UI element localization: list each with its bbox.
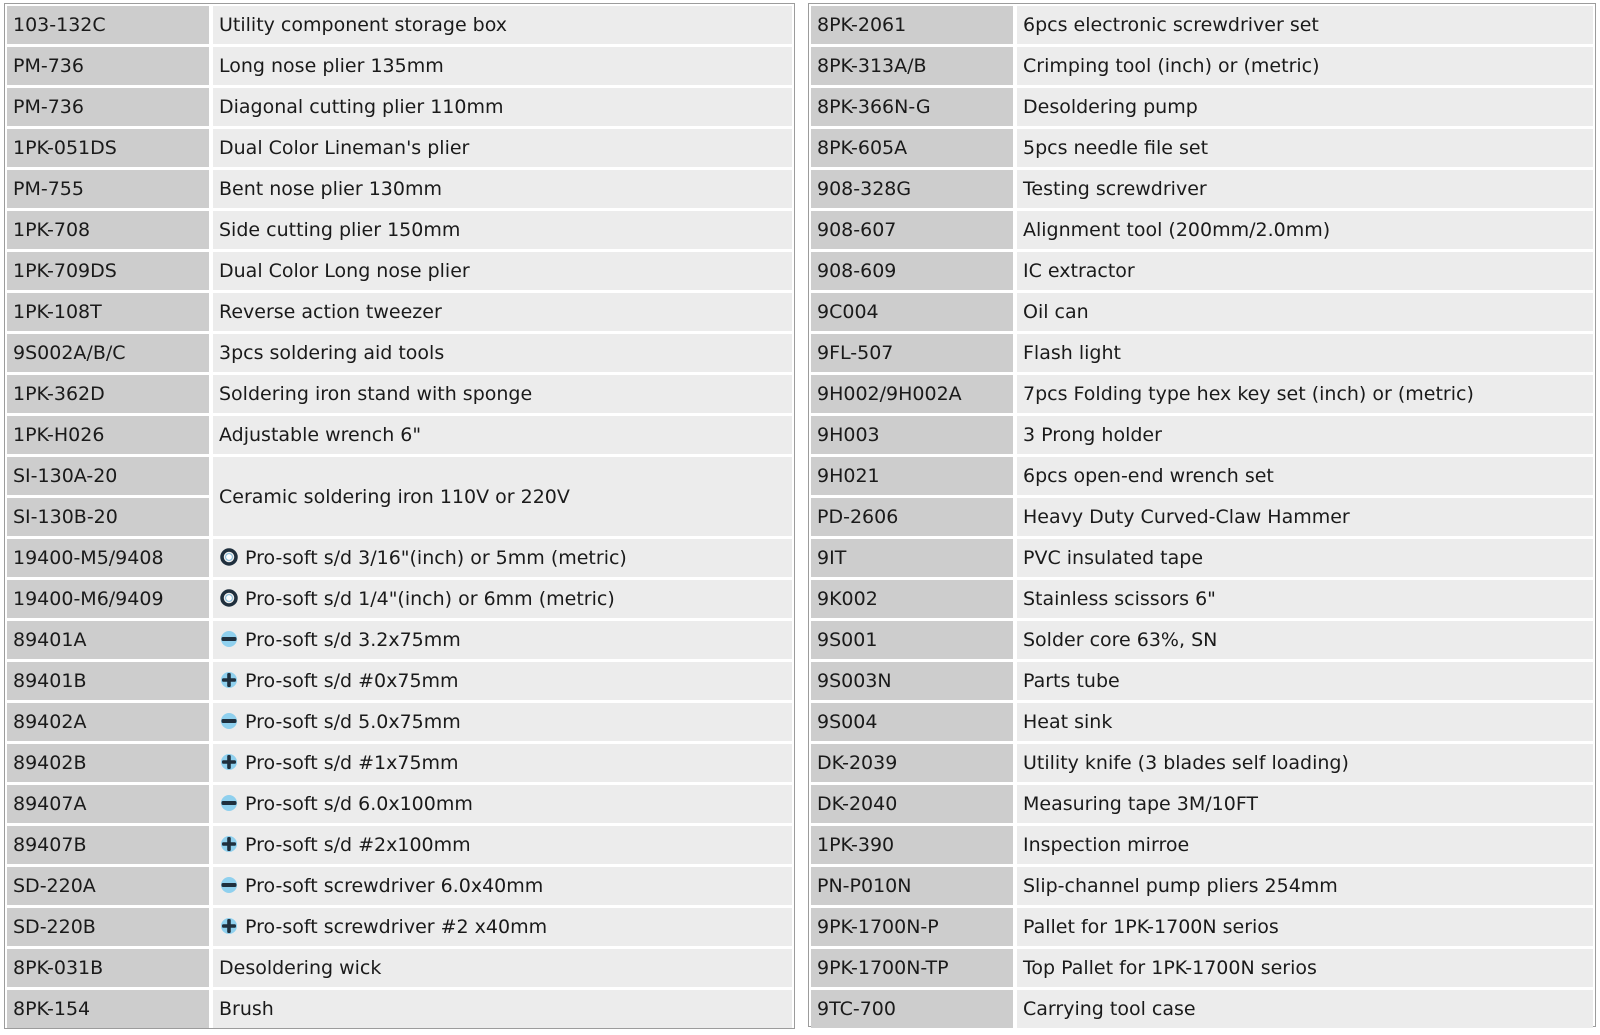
table-row bbox=[7, 539, 792, 577]
table-row bbox=[7, 416, 792, 454]
table-row bbox=[811, 47, 1593, 85]
part-code: 89401A bbox=[7, 621, 213, 659]
part-code: 908-609 bbox=[811, 252, 1017, 290]
part-description bbox=[1017, 129, 1593, 167]
part-description bbox=[213, 908, 792, 946]
table-row bbox=[811, 908, 1593, 946]
part-code: 1PK-390 bbox=[811, 826, 1017, 864]
part-description-text: Inspection mirroe bbox=[1023, 834, 1190, 856]
part-code: 1PK-709DS bbox=[7, 252, 213, 290]
table-row bbox=[811, 293, 1593, 331]
part-code: 9S003N bbox=[811, 662, 1017, 700]
table-row bbox=[7, 457, 792, 495]
part-description-text: IC extractor bbox=[1023, 260, 1135, 282]
part-description-text: 6pcs open-end wrench set bbox=[1023, 465, 1274, 487]
part-description bbox=[213, 170, 792, 208]
part-code: 1PK-362D bbox=[7, 375, 213, 413]
table-row bbox=[811, 867, 1593, 905]
part-code: 1PK-H026 bbox=[7, 416, 213, 454]
part-description bbox=[1017, 703, 1593, 741]
part-description-text: Pro-soft s/d #1x75mm bbox=[245, 752, 459, 774]
part-description-text: Desoldering pump bbox=[1023, 96, 1198, 118]
plus-icon bbox=[219, 670, 239, 690]
part-code: 9H021 bbox=[811, 457, 1017, 495]
minus-icon bbox=[219, 875, 239, 895]
table-row bbox=[7, 293, 792, 331]
part-description bbox=[213, 826, 792, 864]
part-code: 9H003 bbox=[811, 416, 1017, 454]
table-row bbox=[811, 662, 1593, 700]
part-description-text: Pro-soft screwdriver 6.0x40mm bbox=[245, 875, 544, 897]
minus-icon bbox=[219, 629, 239, 649]
part-description-text: Pro-soft s/d 6.0x100mm bbox=[245, 793, 473, 815]
part-code: 9S002A/B/C bbox=[7, 334, 213, 372]
table-row bbox=[811, 498, 1593, 536]
part-description bbox=[213, 621, 792, 659]
part-code: 1PK-051DS bbox=[7, 129, 213, 167]
part-code: 9TC-700 bbox=[811, 990, 1017, 1028]
part-code: 9K002 bbox=[811, 580, 1017, 618]
part-code: 9IT bbox=[811, 539, 1017, 577]
part-description-text: Reverse action tweezer bbox=[219, 301, 442, 323]
part-code: 8PK-154 bbox=[7, 990, 213, 1028]
table-row bbox=[7, 621, 792, 659]
right-parts-panel bbox=[808, 3, 1596, 1027]
part-description bbox=[213, 211, 792, 249]
part-description-text: Top Pallet for 1PK-1700N serios bbox=[1023, 957, 1317, 979]
part-description bbox=[1017, 580, 1593, 618]
part-description-text: Pro-soft s/d 3.2x75mm bbox=[245, 629, 461, 651]
part-code: 19400-M5/9408 bbox=[7, 539, 213, 577]
part-description bbox=[213, 457, 792, 536]
part-code: PN-P010N bbox=[811, 867, 1017, 905]
part-code: 103-132C bbox=[7, 6, 213, 44]
table-row bbox=[811, 375, 1593, 413]
part-description bbox=[213, 867, 792, 905]
part-code: DK-2039 bbox=[811, 744, 1017, 782]
part-code: 19400-M6/9409 bbox=[7, 580, 213, 618]
part-description-text: Long nose plier 135mm bbox=[219, 55, 444, 77]
table-row bbox=[7, 580, 792, 618]
part-description bbox=[213, 744, 792, 782]
part-description bbox=[213, 252, 792, 290]
table-row bbox=[811, 252, 1593, 290]
part-code: 89402A bbox=[7, 703, 213, 741]
table-row bbox=[811, 6, 1593, 44]
part-description-text: 7pcs Folding type hex key set (inch) or (metric) bbox=[1023, 383, 1474, 405]
table-row bbox=[811, 416, 1593, 454]
part-description-text: Alignment tool (200mm/2.0mm) bbox=[1023, 219, 1331, 241]
part-code: 89407A bbox=[7, 785, 213, 823]
part-code: PM-736 bbox=[7, 88, 213, 126]
table-row bbox=[7, 744, 792, 782]
part-description bbox=[1017, 908, 1593, 946]
table-row bbox=[7, 908, 792, 946]
part-code: 89402B bbox=[7, 744, 213, 782]
left-parts-panel bbox=[4, 3, 795, 1029]
table-row bbox=[811, 170, 1593, 208]
part-description-text: Pro-soft s/d 5.0x75mm bbox=[245, 711, 461, 733]
part-code: 9H002/9H002A bbox=[811, 375, 1017, 413]
part-code: 89401B bbox=[7, 662, 213, 700]
part-code: 908-328G bbox=[811, 170, 1017, 208]
part-description-text: 3pcs soldering aid tools bbox=[219, 342, 445, 364]
part-description-text: Oil can bbox=[1023, 301, 1089, 323]
part-description bbox=[1017, 252, 1593, 290]
table-row bbox=[7, 47, 792, 85]
part-code: SI-130B-20 bbox=[7, 498, 213, 536]
table-row bbox=[7, 375, 792, 413]
minus-icon bbox=[219, 793, 239, 813]
part-description-text: Measuring tape 3M/10FT bbox=[1023, 793, 1259, 815]
part-description-text: Utility knife (3 blades self loading) bbox=[1023, 752, 1349, 774]
part-code: 8PK-031B bbox=[7, 949, 213, 987]
part-description-text: 6pcs electronic screwdriver set bbox=[1023, 14, 1319, 36]
part-code: 9FL-507 bbox=[811, 334, 1017, 372]
part-description-text: Desoldering wick bbox=[219, 957, 382, 979]
table-row bbox=[811, 621, 1593, 659]
part-code: DK-2040 bbox=[811, 785, 1017, 823]
part-description bbox=[1017, 662, 1593, 700]
part-description-text: Soldering iron stand with sponge bbox=[219, 383, 533, 405]
table-row bbox=[7, 867, 792, 905]
part-description bbox=[1017, 88, 1593, 126]
part-code: 9PK-1700N-TP bbox=[811, 949, 1017, 987]
part-description bbox=[213, 334, 792, 372]
part-description-text: Brush bbox=[219, 998, 274, 1020]
part-description bbox=[1017, 785, 1593, 823]
table-row bbox=[811, 703, 1593, 741]
table-row bbox=[7, 785, 792, 823]
part-code: PM-755 bbox=[7, 170, 213, 208]
part-description-text: Pro-soft s/d 3/16"(inch) or 5mm (metric) bbox=[245, 547, 627, 569]
table-row bbox=[7, 826, 792, 864]
ring-icon bbox=[219, 547, 239, 567]
part-code: 8PK-605A bbox=[811, 129, 1017, 167]
part-description-text: Heat sink bbox=[1023, 711, 1113, 733]
part-description bbox=[1017, 949, 1593, 987]
part-description bbox=[1017, 744, 1593, 782]
part-description bbox=[213, 6, 792, 44]
part-description-text: Adjustable wrench 6" bbox=[219, 424, 422, 446]
part-description-text: Flash light bbox=[1023, 342, 1121, 364]
part-description bbox=[213, 580, 792, 618]
part-description-text: 5pcs needle file set bbox=[1023, 137, 1209, 159]
part-description bbox=[213, 539, 792, 577]
table-row bbox=[811, 129, 1593, 167]
plus-icon bbox=[219, 752, 239, 772]
part-description-text: Bent nose plier 130mm bbox=[219, 178, 442, 200]
part-description-text: PVC insulated tape bbox=[1023, 547, 1204, 569]
table-row bbox=[811, 744, 1593, 782]
part-code: 8PK-313A/B bbox=[811, 47, 1017, 85]
part-code: SD-220B bbox=[7, 908, 213, 946]
part-code: PM-736 bbox=[7, 47, 213, 85]
part-description-text: Testing screwdriver bbox=[1023, 178, 1207, 200]
minus-icon bbox=[219, 711, 239, 731]
part-description bbox=[1017, 990, 1593, 1028]
table-row bbox=[811, 826, 1593, 864]
right-parts-table bbox=[811, 3, 1593, 1031]
table-row bbox=[7, 990, 792, 1028]
part-description-text: Parts tube bbox=[1023, 670, 1120, 692]
table-row bbox=[7, 129, 792, 167]
part-description bbox=[213, 990, 792, 1028]
part-description bbox=[213, 375, 792, 413]
table-row bbox=[811, 457, 1593, 495]
part-code: 9PK-1700N-P bbox=[811, 908, 1017, 946]
part-description-text: Pro-soft screwdriver #2 x40mm bbox=[245, 916, 548, 938]
part-description-text: Ceramic soldering iron 110V or 220V bbox=[219, 485, 570, 508]
plus-icon bbox=[219, 916, 239, 936]
part-description-text: Dual Color Long nose plier bbox=[219, 260, 470, 282]
table-row bbox=[811, 580, 1593, 618]
table-row bbox=[7, 703, 792, 741]
part-description bbox=[213, 703, 792, 741]
part-description bbox=[213, 293, 792, 331]
table-row bbox=[7, 6, 792, 44]
part-description bbox=[1017, 334, 1593, 372]
part-code: 1PK-108T bbox=[7, 293, 213, 331]
table-row bbox=[811, 88, 1593, 126]
part-description-text: Pallet for 1PK-1700N serios bbox=[1023, 916, 1279, 938]
part-description-text: Slip-channel pump pliers 254mm bbox=[1023, 875, 1338, 897]
part-description bbox=[213, 129, 792, 167]
ring-icon bbox=[219, 588, 239, 608]
table-row bbox=[811, 990, 1593, 1028]
table-row bbox=[7, 252, 792, 290]
table-row bbox=[811, 785, 1593, 823]
part-description-text: Dual Color Lineman's plier bbox=[219, 137, 470, 159]
part-description bbox=[1017, 498, 1593, 536]
part-description-text: Diagonal cutting plier 110mm bbox=[219, 96, 504, 118]
table-row bbox=[811, 334, 1593, 372]
part-description bbox=[213, 88, 792, 126]
table-row bbox=[7, 211, 792, 249]
part-description-text: Pro-soft s/d #2x100mm bbox=[245, 834, 471, 856]
part-code: 908-607 bbox=[811, 211, 1017, 249]
part-code: 89407B bbox=[7, 826, 213, 864]
part-description-text: Heavy Duty Curved-Claw Hammer bbox=[1023, 506, 1350, 528]
part-code: SD-220A bbox=[7, 867, 213, 905]
part-description bbox=[1017, 621, 1593, 659]
part-description bbox=[1017, 375, 1593, 413]
part-description bbox=[213, 47, 792, 85]
part-code: PD-2606 bbox=[811, 498, 1017, 536]
part-description-text: Utility component storage box bbox=[219, 14, 508, 36]
part-description-text: Side cutting plier 150mm bbox=[219, 219, 461, 241]
part-description bbox=[1017, 867, 1593, 905]
table-row bbox=[7, 170, 792, 208]
part-description-text: Solder core 63%, SN bbox=[1023, 629, 1218, 651]
part-description bbox=[1017, 211, 1593, 249]
table-row bbox=[7, 949, 792, 987]
part-description bbox=[213, 416, 792, 454]
part-description-text: Stainless scissors 6" bbox=[1023, 588, 1216, 610]
part-description bbox=[1017, 416, 1593, 454]
part-description-text: Carrying tool case bbox=[1023, 998, 1196, 1020]
part-description bbox=[1017, 826, 1593, 864]
part-code: 9S001 bbox=[811, 621, 1017, 659]
part-code: 9S004 bbox=[811, 703, 1017, 741]
table-row bbox=[811, 949, 1593, 987]
part-description-text: Pro-soft s/d #0x75mm bbox=[245, 670, 459, 692]
part-description bbox=[1017, 6, 1593, 44]
table-row bbox=[7, 662, 792, 700]
table-row bbox=[7, 88, 792, 126]
part-description bbox=[1017, 47, 1593, 85]
part-code: 8PK-366N-G bbox=[811, 88, 1017, 126]
left-parts-table bbox=[7, 3, 792, 1031]
part-description-text: 3 Prong holder bbox=[1023, 424, 1162, 446]
part-description bbox=[1017, 457, 1593, 495]
part-code: 1PK-708 bbox=[7, 211, 213, 249]
part-description bbox=[1017, 539, 1593, 577]
part-description-text: Crimping tool (inch) or (metric) bbox=[1023, 55, 1320, 77]
plus-icon bbox=[219, 834, 239, 854]
part-description bbox=[213, 949, 792, 987]
part-description bbox=[213, 662, 792, 700]
table-row bbox=[7, 334, 792, 372]
part-description bbox=[1017, 170, 1593, 208]
part-code: 8PK-2061 bbox=[811, 6, 1017, 44]
part-code: 9C004 bbox=[811, 293, 1017, 331]
part-description bbox=[213, 785, 792, 823]
part-description bbox=[1017, 293, 1593, 331]
table-row bbox=[811, 539, 1593, 577]
part-description-text: Pro-soft s/d 1/4"(inch) or 6mm (metric) bbox=[245, 588, 615, 610]
part-code: SI-130A-20 bbox=[7, 457, 213, 495]
table-row bbox=[811, 211, 1593, 249]
